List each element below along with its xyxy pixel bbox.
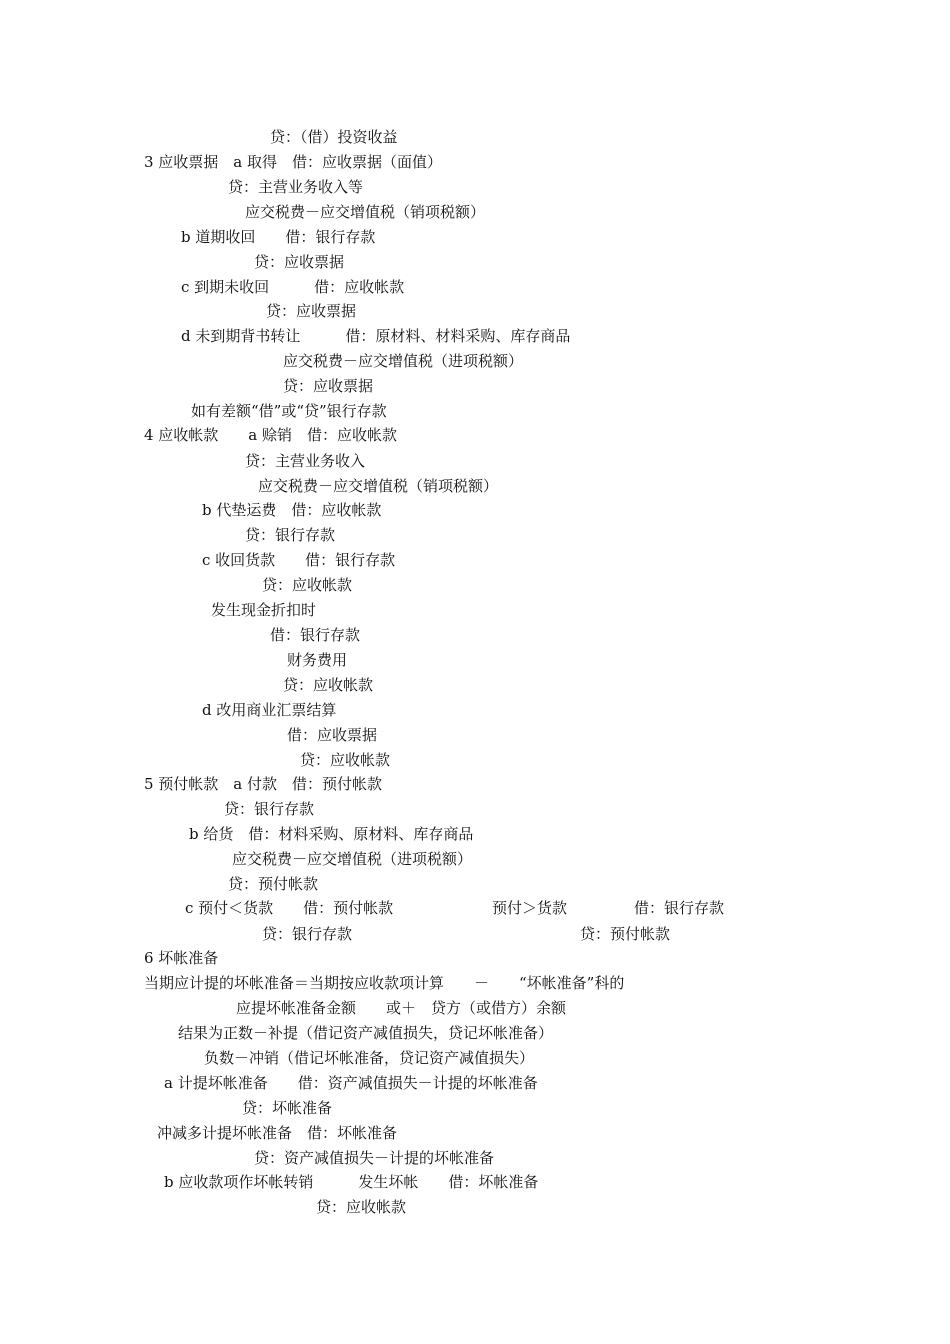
text-line: 结果为正数－补提（借记资产减值损失，贷记坏帐准备）: [178, 1024, 554, 1042]
text-line: 贷：应收票据: [254, 253, 345, 271]
text-line: 借：银行存款: [270, 626, 361, 644]
text-line: 当期应计提的坏帐准备＝当期按应收款项计算 － “坏帐准备”科的: [144, 974, 625, 992]
text-line: 贷：银行存款: [262, 925, 353, 943]
text-line: 如有差额“借”或“贷”银行存款: [191, 402, 387, 420]
text-line: 贷：应收帐款: [300, 751, 391, 769]
section-heading-notes-receivable: 3 应收票据 a 取得 借：应收票据（面值）: [144, 153, 443, 171]
section-heading-prepayments: 5 预付帐款 a 付款 借：预付帐款: [144, 775, 383, 793]
text-line: 发生现金折扣时: [211, 601, 317, 619]
text-line: 应交税费－应交增值税（销项税额）: [245, 203, 486, 221]
text-line: 贷：主营业务收入等: [228, 178, 364, 196]
text-line: 贷：应收帐款: [316, 1198, 407, 1216]
text-line: a 计提坏帐准备 借：资产减值损失－计提的坏帐准备: [164, 1074, 538, 1092]
text-line: 应交税费－应交增值税（销项税额）: [258, 477, 499, 495]
section-heading-bad-debt: 6 坏帐准备: [144, 949, 219, 967]
text-line: c 到期未收回 借：应收帐款: [181, 278, 405, 296]
text-line: b 代垫运费 借：应收帐款: [202, 501, 382, 519]
text-line: 借：应收票据: [287, 726, 378, 744]
text-line: 贷：资产减值损失－计提的坏帐准备: [254, 1149, 495, 1167]
text-line: d 未到期背书转让 借：原材料、材料采购、库存商品: [181, 327, 571, 345]
text-line: 贷：预付帐款: [228, 875, 319, 893]
text-line: 贷：（借）投资收益: [270, 128, 398, 146]
text-line: 预付＞货款: [492, 899, 568, 917]
section-heading-accounts-receivable: 4 应收帐款 a 赊销 借：应收帐款: [144, 426, 398, 444]
text-line: 贷：预付帐款: [580, 925, 671, 943]
text-line: 贷：应收票据: [283, 377, 374, 395]
text-line: b 道期收回 借：银行存款: [181, 228, 376, 246]
text-line: c 收回货款 借：银行存款: [202, 551, 396, 569]
text-line: 应提坏帐准备金额 或＋ 贷方（或借方）余额: [236, 999, 567, 1017]
text-line: 应交税费－应交增值税（进项税额）: [232, 850, 473, 868]
text-line: 财务费用: [287, 651, 348, 669]
text-line: b 应收款项作坏帐转销 发生坏帐 借：坏帐准备: [164, 1173, 539, 1191]
text-line: 贷：银行存款: [245, 526, 336, 544]
text-line: b 给货 借：材料采购、原材料、库存商品: [189, 825, 474, 843]
text-line: d 改用商业汇票结算: [202, 701, 337, 719]
text-line: 冲减多计提坏帐准备 借：坏帐准备: [157, 1124, 398, 1142]
text-line: 贷：应收票据: [266, 302, 357, 320]
text-line: 负数－冲销（借记坏帐准备，贷记资产减值损失）: [204, 1049, 535, 1067]
text-line: 贷：主营业务收入: [245, 452, 366, 470]
text-line: 贷：应收帐款: [262, 576, 353, 594]
text-line: 贷：坏帐准备: [242, 1099, 333, 1117]
text-line: 贷：银行存款: [224, 800, 315, 818]
text-line: 借：银行存款: [634, 899, 725, 917]
text-line: c 预付＜货款 借：预付帐款: [185, 899, 394, 917]
text-line: 贷：应收帐款: [283, 676, 374, 694]
text-line: 应交税费－应交增值税（进项税额）: [283, 352, 524, 370]
